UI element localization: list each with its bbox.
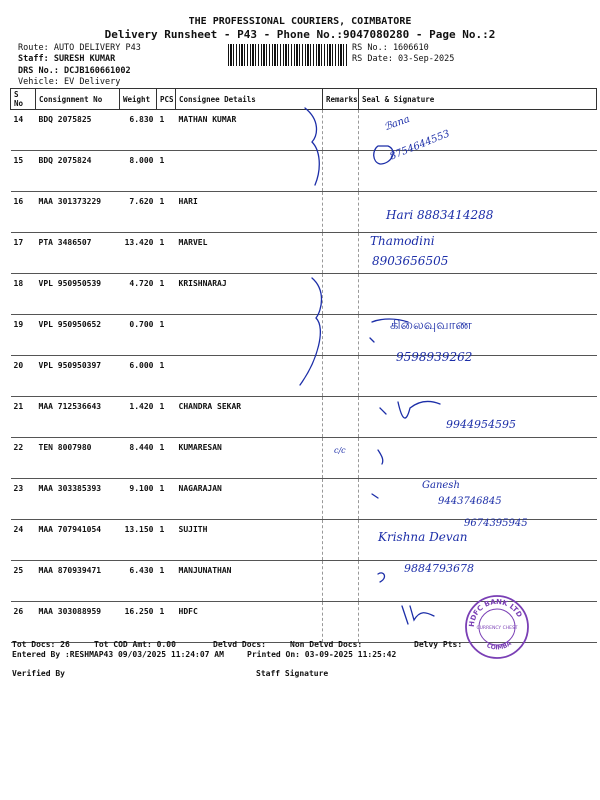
vehicle-label: Vehicle: EV Delivery — [18, 77, 121, 87]
hw-25-num: 9884793678 — [404, 562, 474, 575]
row-remarks — [323, 233, 359, 274]
row-consignee — [176, 151, 323, 192]
tot-docs: Tot Docs: 26 — [12, 640, 70, 649]
company-name: THE PROFESSIONAL COURIERS, COIMBATORE — [188, 16, 412, 27]
row-consignee: HARI — [176, 192, 323, 233]
row-consignee: MARVEL — [176, 233, 323, 274]
table-row — [11, 479, 597, 520]
column-header: Weight — [120, 89, 157, 110]
row-seal-signature — [359, 397, 597, 438]
row-remarks — [323, 561, 359, 602]
row-remarks — [323, 192, 359, 233]
hw-23-num: 9443746845 — [438, 496, 502, 507]
row-consignment-no: TEN 8007980 — [36, 438, 120, 479]
hw-21-num: 9944954595 — [446, 418, 516, 431]
table-row — [11, 274, 597, 315]
table-header-row — [11, 89, 597, 110]
barcode — [228, 44, 348, 66]
hw-19-name: கிலைவுவாண — [390, 318, 472, 333]
row-consignment-no: MAA 303385393 — [36, 479, 120, 520]
row-pcs: 1 — [157, 315, 176, 356]
row-weight: 13.150 — [120, 520, 157, 561]
row-pcs: 1 — [157, 356, 176, 397]
row-sno: 22 — [11, 438, 36, 479]
table-row — [11, 192, 597, 233]
row-consignee: SUJITH — [176, 520, 323, 561]
hw-16: Hari 8883414288 — [386, 208, 494, 222]
delvy-pts: Delvy Pts: — [414, 640, 463, 649]
stamp-bottom-text: COIMBA — [485, 639, 513, 652]
table-row — [11, 315, 597, 356]
stamp-mid-text: CURRENCY CHEST — [476, 626, 518, 631]
hw-sig-14: ℬana — [382, 113, 412, 134]
row-pcs: 1 — [157, 602, 176, 643]
row-consignee — [176, 356, 323, 397]
column-header: Consignment No — [36, 89, 120, 110]
row-weight: 6.000 — [120, 356, 157, 397]
row-remarks — [323, 151, 359, 192]
row-consignee: MANJUNATHAN — [176, 561, 323, 602]
row-pcs: 1 — [157, 520, 176, 561]
row-pcs: 1 — [157, 397, 176, 438]
row-remarks — [323, 315, 359, 356]
row-consignment-no: MAA 301373229 — [36, 192, 120, 233]
delvd-docs: Delvd Docs: — [213, 640, 266, 649]
row-pcs: 1 — [157, 438, 176, 479]
row-pcs: 1 — [157, 561, 176, 602]
verified-by: Verified By — [12, 669, 65, 678]
table-row — [11, 233, 597, 274]
row-pcs: 1 — [157, 110, 176, 151]
row-weight: 6.430 — [120, 561, 157, 602]
row-consignment-no: MAA 870939471 — [36, 561, 120, 602]
stamp-top-text: HDFC BANK LTD — [467, 597, 524, 628]
table-row — [11, 110, 597, 151]
row-remarks — [323, 397, 359, 438]
table-row — [11, 397, 597, 438]
row-consignee: MATHAN KUMAR — [176, 110, 323, 151]
row-consignment-no: MAA 707941054 — [36, 520, 120, 561]
row-remarks — [323, 356, 359, 397]
row-consignee: CHANDRA SEKAR — [176, 397, 323, 438]
table-row — [11, 438, 597, 479]
row-seal-signature — [359, 356, 597, 397]
row-consignment-no: MAA 712536643 — [36, 397, 120, 438]
row-weight: 16.250 — [120, 602, 157, 643]
row-pcs: 1 — [157, 192, 176, 233]
staff-signature: Staff Signature — [256, 669, 329, 678]
bank-stamp — [464, 594, 530, 660]
row-remarks — [323, 110, 359, 151]
row-pcs: 1 — [157, 479, 176, 520]
row-remarks — [323, 520, 359, 561]
drs-label: DRS No.: DCJB160661002 — [18, 66, 131, 76]
row-sno: 16 — [11, 192, 36, 233]
row-consignment-no: PTA 3486507 — [36, 233, 120, 274]
row-consignment-no: BDQ 2075824 — [36, 151, 120, 192]
row-weight: 8.440 — [120, 438, 157, 479]
row-consignment-no: BDQ 2075825 — [36, 110, 120, 151]
column-header: PCS — [157, 89, 176, 110]
runsheet-table — [10, 88, 597, 643]
row-consignee: KUMARESAN — [176, 438, 323, 479]
row-pcs: 1 — [157, 233, 176, 274]
row-sno: 18 — [11, 274, 36, 315]
row-sno: 19 — [11, 315, 36, 356]
row-consignee — [176, 315, 323, 356]
printed-on: Printed On: 03-09-2025 11:25:42 — [247, 650, 397, 659]
table-row — [11, 356, 597, 397]
row-sno: 25 — [11, 561, 36, 602]
row-sno: 15 — [11, 151, 36, 192]
row-consignment-no: VPL 950950539 — [36, 274, 120, 315]
tot-cod: Tot COD Amt: 0.00 — [94, 640, 176, 649]
row-consignment-no: VPL 950950397 — [36, 356, 120, 397]
row-remarks — [323, 274, 359, 315]
hw-17-num: 8903656505 — [372, 254, 449, 268]
row-weight: 4.720 — [120, 274, 157, 315]
runsheet-title: Delivery Runsheet - P43 - Phone No.:9047080280 - Page No.:2 — [104, 28, 496, 41]
row-weight: 8.000 — [120, 151, 157, 192]
row-seal-signature — [359, 438, 597, 479]
non-delvd-docs: Non Delvd Docs: — [290, 640, 363, 649]
hw-17-name: Thamodini — [370, 234, 435, 248]
row-weight: 6.830 — [120, 110, 157, 151]
row-consignee: NAGARAJAN — [176, 479, 323, 520]
row-consignment-no: VPL 950950652 — [36, 315, 120, 356]
row-weight: 13.420 — [120, 233, 157, 274]
row-weight: 0.700 — [120, 315, 157, 356]
route-label: Route: AUTO DELIVERY P43 — [18, 43, 141, 53]
row-sno: 24 — [11, 520, 36, 561]
hw-22-mark: c/c — [334, 446, 346, 455]
row-remarks — [323, 479, 359, 520]
row-pcs: 1 — [157, 274, 176, 315]
staff-label: Staff: SURESH KUMAR — [18, 54, 116, 64]
row-weight: 7.620 — [120, 192, 157, 233]
row-seal-signature — [359, 274, 597, 315]
hw-24-num: 9674395945 — [464, 518, 528, 529]
hw-20-num: 9598939262 — [396, 350, 473, 364]
column-header: Consignee Details — [176, 89, 323, 110]
row-weight: 9.100 — [120, 479, 157, 520]
row-sno: 20 — [11, 356, 36, 397]
rs-date: RS Date: 03-Sep-2025 — [352, 54, 455, 64]
hw-23-name: Ganesh — [422, 480, 460, 491]
row-consignee: KRISHNARAJ — [176, 274, 323, 315]
column-header: Remarks — [323, 89, 359, 110]
column-header: S No — [11, 89, 36, 110]
entered-by: Entered By :RESHMAP43 09/03/2025 11:24:07 AM — [12, 650, 224, 659]
hw-num-14: 8754644553 — [388, 128, 452, 163]
row-consignment-no: MAA 303088959 — [36, 602, 120, 643]
row-remarks — [323, 602, 359, 643]
row-sno: 17 — [11, 233, 36, 274]
row-remarks — [323, 438, 359, 479]
rs-no: RS No.: 1606610 — [352, 43, 429, 53]
row-weight: 1.420 — [120, 397, 157, 438]
table-row — [11, 151, 597, 192]
hw-24-name: Krishna Devan — [378, 530, 468, 544]
row-pcs: 1 — [157, 151, 176, 192]
row-sno: 21 — [11, 397, 36, 438]
row-sno: 14 — [11, 110, 36, 151]
svg-text:COIMBA — [486, 640, 514, 652]
row-sno: 23 — [11, 479, 36, 520]
row-sno: 26 — [11, 602, 36, 643]
column-header: Seal & Signature — [359, 89, 597, 110]
row-consignee: HDFC — [176, 602, 323, 643]
